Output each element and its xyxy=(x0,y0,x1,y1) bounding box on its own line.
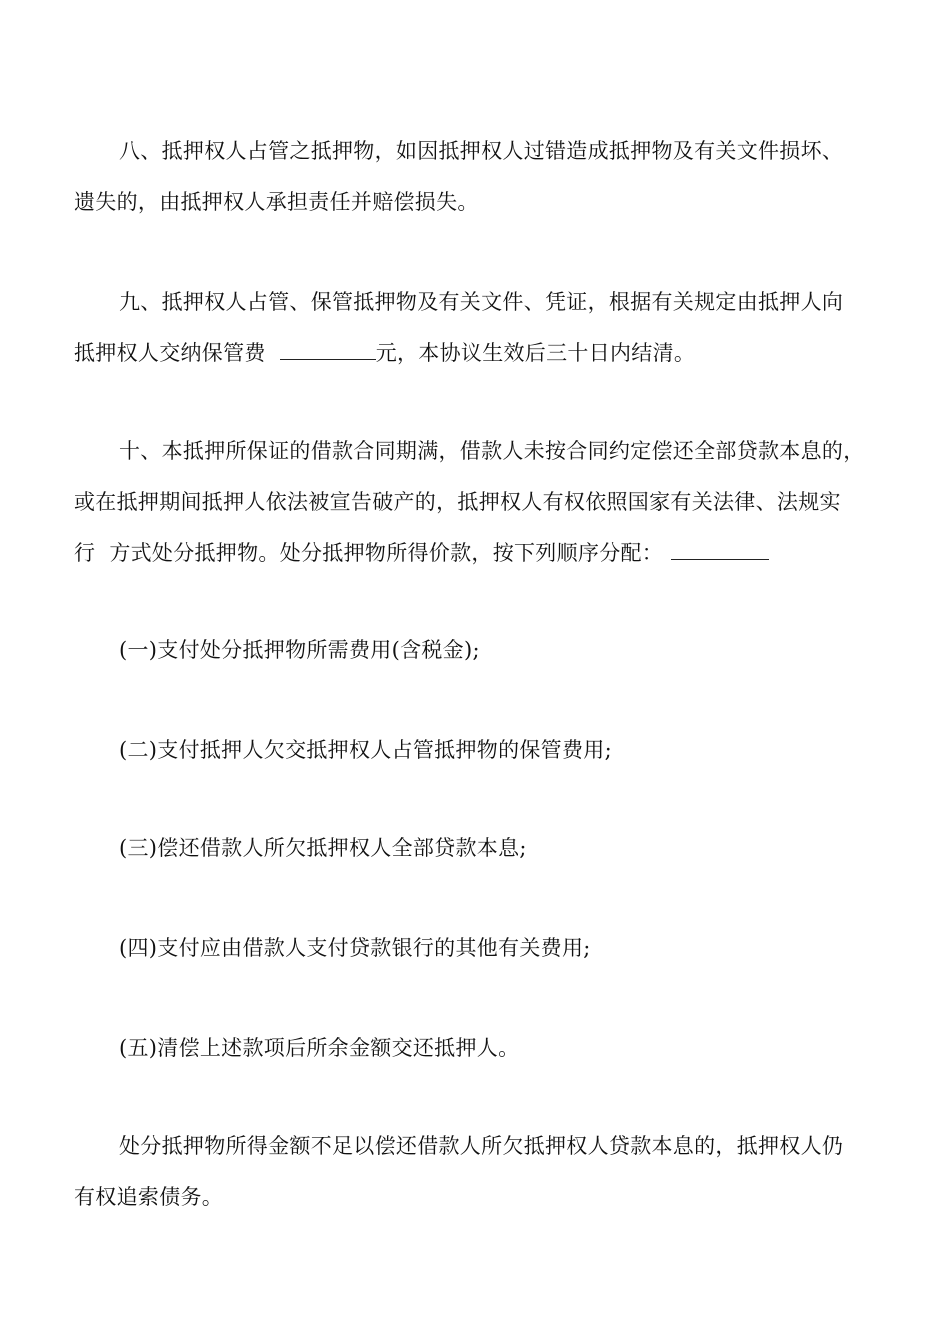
clause-8-line-1: 八、抵押权人占管之抵押物，如因抵押权人过错造成抵押物及有关文件损坏、 xyxy=(119,139,844,163)
clause-9-line-1: 九、抵押权人占管、保管抵押物及有关文件、凭证，根据有关规定由抵押人向 xyxy=(119,290,844,314)
allocation-item-5: (五)清偿上述款项后所余金额交还抵押人。 xyxy=(119,1036,520,1060)
allocation-blank-field[interactable] xyxy=(671,539,769,560)
clause-10-line-3-part-2: 方式处分抵押物。处分抵押物所得价款，按下列顺序分配： xyxy=(109,541,664,565)
closing-line-1: 处分抵押物所得金额不足以偿还借款人所欠抵押权人贷款本息的，抵押权人仍 xyxy=(119,1134,844,1158)
allocation-item-3: (三)偿还借款人所欠抵押权人全部贷款本息; xyxy=(119,836,527,860)
closing-line-2: 有权追索债务。 xyxy=(74,1185,224,1209)
clause-10-line-3 xyxy=(74,538,769,568)
clause-10-line-3-part-1: 行 xyxy=(74,541,96,565)
clause-8-line-2: 遗失的，由抵押权人承担责任并赔偿损失。 xyxy=(74,190,479,214)
allocation-item-2: (二)支付抵押人欠交抵押权人占管抵押物的保管费用; xyxy=(119,738,612,762)
clause-10-line-2: 或在抵押期间抵押人依法被宣告破产的，抵押权人有权依照国家有关法律、法规实 xyxy=(74,490,841,514)
clause-9-text-before-blank: 抵押权人交纳保管费 xyxy=(74,341,266,365)
clause-9-text-after-blank: 元，本协议生效后三十日内结清。 xyxy=(375,341,696,365)
allocation-item-4: (四)支付应由借款人支付贷款银行的其他有关费用; xyxy=(119,936,591,960)
storage-fee-blank-field[interactable] xyxy=(280,339,376,360)
allocation-item-1: (一)支付处分抵押物所需费用(含税金); xyxy=(119,638,480,662)
clause-9-line-2 xyxy=(74,338,695,368)
clause-10-line-1: 十、本抵押所保证的借款合同期满，借款人未按合同约定偿还全部贷款本息的， xyxy=(119,439,865,463)
